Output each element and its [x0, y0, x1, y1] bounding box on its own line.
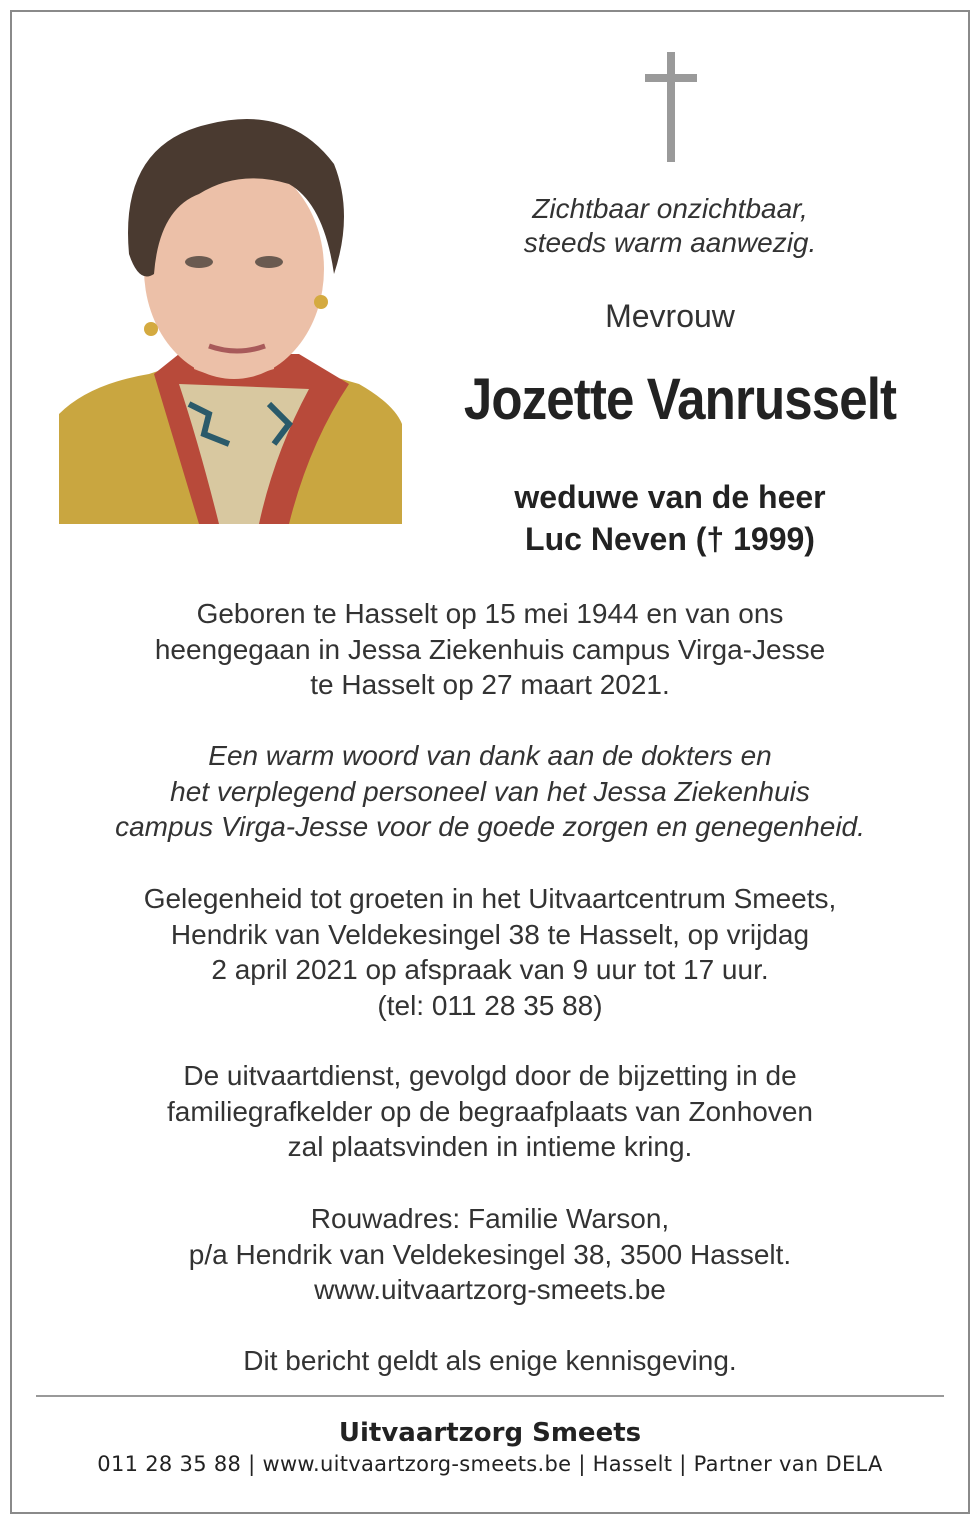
text-line: zal plaatsvinden in intieme kring.: [287, 1131, 693, 1162]
website-link[interactable]: www.uitvaartzorg-smeets.be: [314, 1274, 666, 1305]
text-line: De uitvaartdienst, gevolgd door de bijzetting in de: [183, 1060, 797, 1091]
text-line: te Hasselt op 27 maart 2021.: [310, 669, 670, 700]
text-line: Hendrik van Veldekesingel 38 te Hasselt, op vrijdag: [170, 918, 810, 950]
text-line: familiegrafkelder op de begraafplaats van Zonhoven: [167, 1095, 813, 1127]
footer-company: Uitvaartzorg Smeets: [338, 1418, 642, 1448]
spouse-line: Luc Neven († 1999): [525, 521, 815, 557]
text-line: campus Virga-Jesse voor de goede zorgen en genegenheid.: [115, 811, 865, 842]
motto-line: steeds warm aanwezig.: [523, 227, 817, 258]
text-line: (tel: 011 28 35 88): [377, 989, 603, 1021]
cross-icon: [645, 52, 697, 162]
motto: [440, 192, 900, 260]
birth-death-paragraph: [40, 596, 940, 703]
deceased-name: Jozette Vanrusselt: [463, 367, 897, 432]
spouse-info: [440, 476, 900, 560]
honorific: Mevrouw: [605, 298, 735, 334]
text-line: Gelegenheid tot groeten in het Uitvaartcentrum Smeets,: [143, 883, 837, 914]
text-line: Geboren te Hasselt op 15 mei 1944 en van ons: [196, 598, 784, 629]
divider: [36, 1395, 944, 1397]
spouse-line: weduwe van de heer: [514, 479, 826, 515]
notice-line: Dit bericht geldt als enige kennisgeving.: [243, 1345, 737, 1376]
text-line: Rouwadres: Familie Warson,: [310, 1203, 670, 1234]
footer-details: 011 28 35 88 | www.uitvaartzorg-smeets.be | Hasselt | Partner van DELA: [97, 1452, 883, 1476]
portrait-photo: [59, 84, 402, 524]
visitation-paragraph: [40, 881, 940, 1023]
thanks-paragraph: [40, 738, 940, 845]
text-line: het verplegend personeel van het Jessa Ziekenhuis: [170, 775, 810, 807]
text-line: heengegaan in Jessa Ziekenhuis campus Virga-Jesse: [154, 633, 826, 665]
motto-line: Zichtbaar onzichtbaar,: [532, 193, 808, 224]
text-line: Een warm woord van dank aan de dokters en: [208, 740, 772, 771]
service-paragraph: [40, 1058, 940, 1165]
text-line: p/a Hendrik van Veldekesingel 38, 3500 Hasselt.: [188, 1238, 792, 1270]
text-line: 2 april 2021 op afspraak van 9 uur tot 17 uur.: [211, 954, 769, 985]
address-paragraph: [40, 1201, 940, 1308]
